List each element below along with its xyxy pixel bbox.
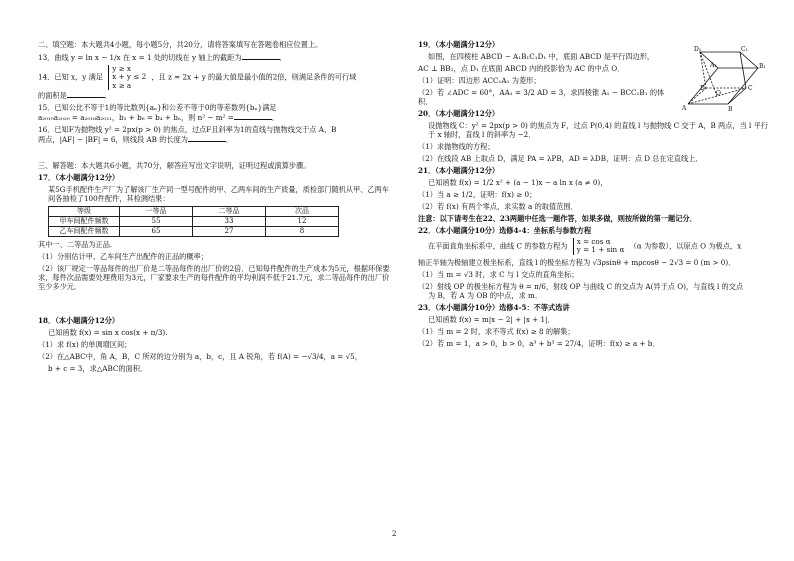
- label-d1: D₁: [694, 46, 702, 53]
- question-23-title: 23．（本小题满分10分）选修4-5：不等式选讲: [418, 302, 570, 312]
- question-23-text: 已知函数 f(x) = m|x − 2| + |x + 1|．: [428, 314, 555, 324]
- table-cell: 甲车间配件频数: [49, 216, 120, 226]
- label-o: O: [716, 90, 721, 97]
- solve-section-header: 三、解答题：本大题共6小题，共70分，解答应写出文字说明，证明过程或演算步骤。: [38, 160, 311, 170]
- question-19-text-a: 如图，在四棱柱 ABCD − A₁B₁C₁D₁ 中，底面 ABCD 是平行四边形，: [428, 52, 655, 61]
- question-18-title: 18．（本小题满分12分）: [38, 315, 120, 325]
- edge-c1c: [740, 52, 746, 88]
- question-21-part-2: （2）若 f(x) 有两个零点，求实数 a 的取值范围．: [418, 202, 578, 211]
- question-20-title: 20．（本小题满分12分）: [418, 109, 500, 118]
- question-18-part-2: （2）在△ABC中，角 A，B，C 所对的边分别为 a，b，c，且 A 锐角，若 f(A) = −√3/4，a = √5，: [38, 351, 362, 361]
- question-19-body: [418, 52, 673, 106]
- question-23-part-2: （2）若 m = 1，a > 0，b > 0，a³ + b³ = 27/4，证明：f(x) ≥ a + b．: [418, 338, 660, 348]
- table-cell: 8: [266, 226, 339, 236]
- left-column: [38, 40, 390, 376]
- table-cell: 55: [120, 216, 193, 226]
- table-header-row: [49, 206, 339, 216]
- question-22-text-cont: 轴正半轴为极轴建立极坐标系，直线 l 的极坐标方程为 √3ρsinθ + mρcosθ − 2√3 = 0 (m > 0)．: [418, 257, 736, 267]
- question-20-part-2: （2）在线段 AB 上取点 D，满足 PA = λPB，AD = λDB，证明：点 D 总在定直线上．: [418, 154, 703, 163]
- question-15: 15．已知公比不等于1的等比数列{aₙ}和公差不等于0的等差数列{bₙ}满足 a₂₀₁₉a₂₀₂₀ = a₂₀₁₈a₂₀₂₁，b₃ + b₆ = b₄ + bₙ，则 n² − m² = ．: [38, 102, 279, 122]
- label-b1: B₁: [759, 63, 766, 70]
- question-21-text: 已知函数 f(x) = 1/2 x² + (a − 1)x − a ln x (a ≠ 0)，: [428, 178, 608, 187]
- page-number: 2: [392, 530, 397, 538]
- table-row: [49, 226, 339, 236]
- question-18-part-2-cont: b + c = 3，求△ABC的面积．: [48, 363, 148, 373]
- table-cell: 27: [193, 226, 266, 236]
- table-header-cell: 等级: [49, 206, 120, 216]
- question-19-title: 19．（本小题满分12分）: [418, 40, 500, 49]
- table-header-cell: 次品: [266, 206, 339, 216]
- label-c: C: [748, 85, 753, 92]
- label-a1: A₁: [710, 62, 717, 69]
- question-21-part-1: （1）当 a ≥ 1/2，证明：f(x) ≥ 0；: [418, 190, 537, 199]
- question-16: 16．已知F为抛物线 y² = 2px(p > 0) 的焦点，过点F且斜率为1的直线与抛物线交于点 A，B 两点，|AF| − |BF| = 6，则线段 AB 的长度为 ．: [38, 124, 337, 144]
- question-20-text: 设抛物线 C：y² = 2px(p > 0) 的焦点为 F，过点 P(0,4) 的直线 l 与抛物线 C 交于 A，B 两点，当 l 平行于 x 轴时，直线 l 的斜率为 −2．: [428, 121, 769, 139]
- fill-section-header: 二、填空题：本大题共4小题，每小题5分，共20分，请将答案填写在答题卷相应位置上。: [38, 40, 323, 49]
- label-b: B: [728, 106, 733, 113]
- question-19-part-1: （1）证明：四边形 ACC₁A₁ 为菱形；: [418, 76, 541, 85]
- question-22-title: 22．（本小题满分10分）选修4-4：坐标系与参数方程: [418, 226, 592, 235]
- question-18-part-1: （1）求 f(x) 的单调增区间；: [38, 339, 132, 349]
- question-17-note: 其中一、二等品为正品.: [38, 239, 113, 249]
- inspection-table: [48, 206, 339, 237]
- question-22-text: 在平面直角坐标系中，曲线 C 的参数方程为 x = cos α y = 1 + sin α （α 为参数），以原点 O 为极点，x: [428, 237, 742, 255]
- table-row: [49, 216, 339, 226]
- edge-d1d: [700, 52, 706, 88]
- prism-figure: [676, 44, 768, 114]
- table-cell: 33: [193, 216, 266, 226]
- question-17-title: 17．（本小题满分12分）: [38, 172, 120, 182]
- label-c1: C₁: [741, 46, 748, 53]
- table-header-cell: 一等品: [120, 206, 193, 216]
- question-19-part-2: （2）若 ∠ADC = 60°，AA₁ = 3/2 AD = 3，求四棱锥 A₁ − BCC₁B₁ 的体积．: [418, 88, 665, 106]
- question-13: 13．曲线 y = ln x − 1/x 在 x = 1 处的切线在 y 轴上的截距为 ．: [38, 53, 287, 62]
- question-14: 14．已知 x，y 满足 y ≥ x x + y ≤ 2 x ≥ a ，且 z = 2x + y 的最大值是最小值的2倍，则满足条件的可行域 的面积是 ．: [38, 64, 357, 100]
- parametric-system: x = cos α y = 1 + sin α: [573, 238, 625, 255]
- label-d: D: [700, 85, 705, 92]
- table-header-cell: 二等品: [193, 206, 266, 216]
- question-22-part-1: （1）当 m = √3 时，求 C 与 l 交点的直角坐标；: [418, 269, 579, 279]
- question-18-text: 已知函数 f(x) = sin x cos(x + π/3).: [48, 327, 168, 337]
- label-a: A: [682, 105, 687, 112]
- question-23-part-1: （1）当 m = 2 时，求不等式 f(x) ≥ 8 的解集；: [418, 326, 575, 336]
- question-17-part-2: （2）该厂规定一等品每件的出厂价是二等品每件的出厂价的2倍．已知每件配件的生产成本为5元，根据环保要求，每件次品需要处理费用为3元，厂家要求生产的每件配件的平均利润不低于21.7元，求二等品每件的出厂价至少多少元．: [38, 263, 390, 291]
- question-21-title: 21．（本小题满分12分）: [418, 166, 500, 175]
- question-19-text-b: AC ⊥ BB₁，点 D₁ 在底面 ABCD 内的投影恰为 AC 的中点 O．: [418, 64, 625, 73]
- table-cell: 乙车间配件频数: [49, 226, 120, 236]
- elective-notice: 注意：以下请考生在22、23两题中任选一题作答，如果多做，则按所做的第一题记分．: [418, 214, 697, 223]
- edge-b1b: [728, 68, 758, 104]
- question-20-part-1: （1）求抛物线的方程；: [418, 142, 495, 151]
- table-cell: 12: [266, 216, 339, 226]
- question-17-part-1: （1）分别估计甲、乙车间生产出配件的正品的概率；: [38, 251, 208, 261]
- constraint-system: y ≥ x x + y ≤ 2 x ≥ a: [108, 65, 146, 90]
- table-cell: 65: [120, 226, 193, 236]
- question-22-part-2: （2）射线 OP 的极坐标方程为 θ = π/6，射线 OP 与曲线 C 的交点为 A(异于点 O)，与直线 l 的交点 为 B，若 A 为 OB 的中点，求 m．: [418, 281, 744, 300]
- top-face-edge: [700, 52, 758, 68]
- question-17-text: 某5G手机配件生产厂为了解该厂生产同一型号配件的甲、乙两车间的生产质量，质检部门随机从甲、乙两车间各抽检了100件配件，其检测结果：: [48, 184, 389, 203]
